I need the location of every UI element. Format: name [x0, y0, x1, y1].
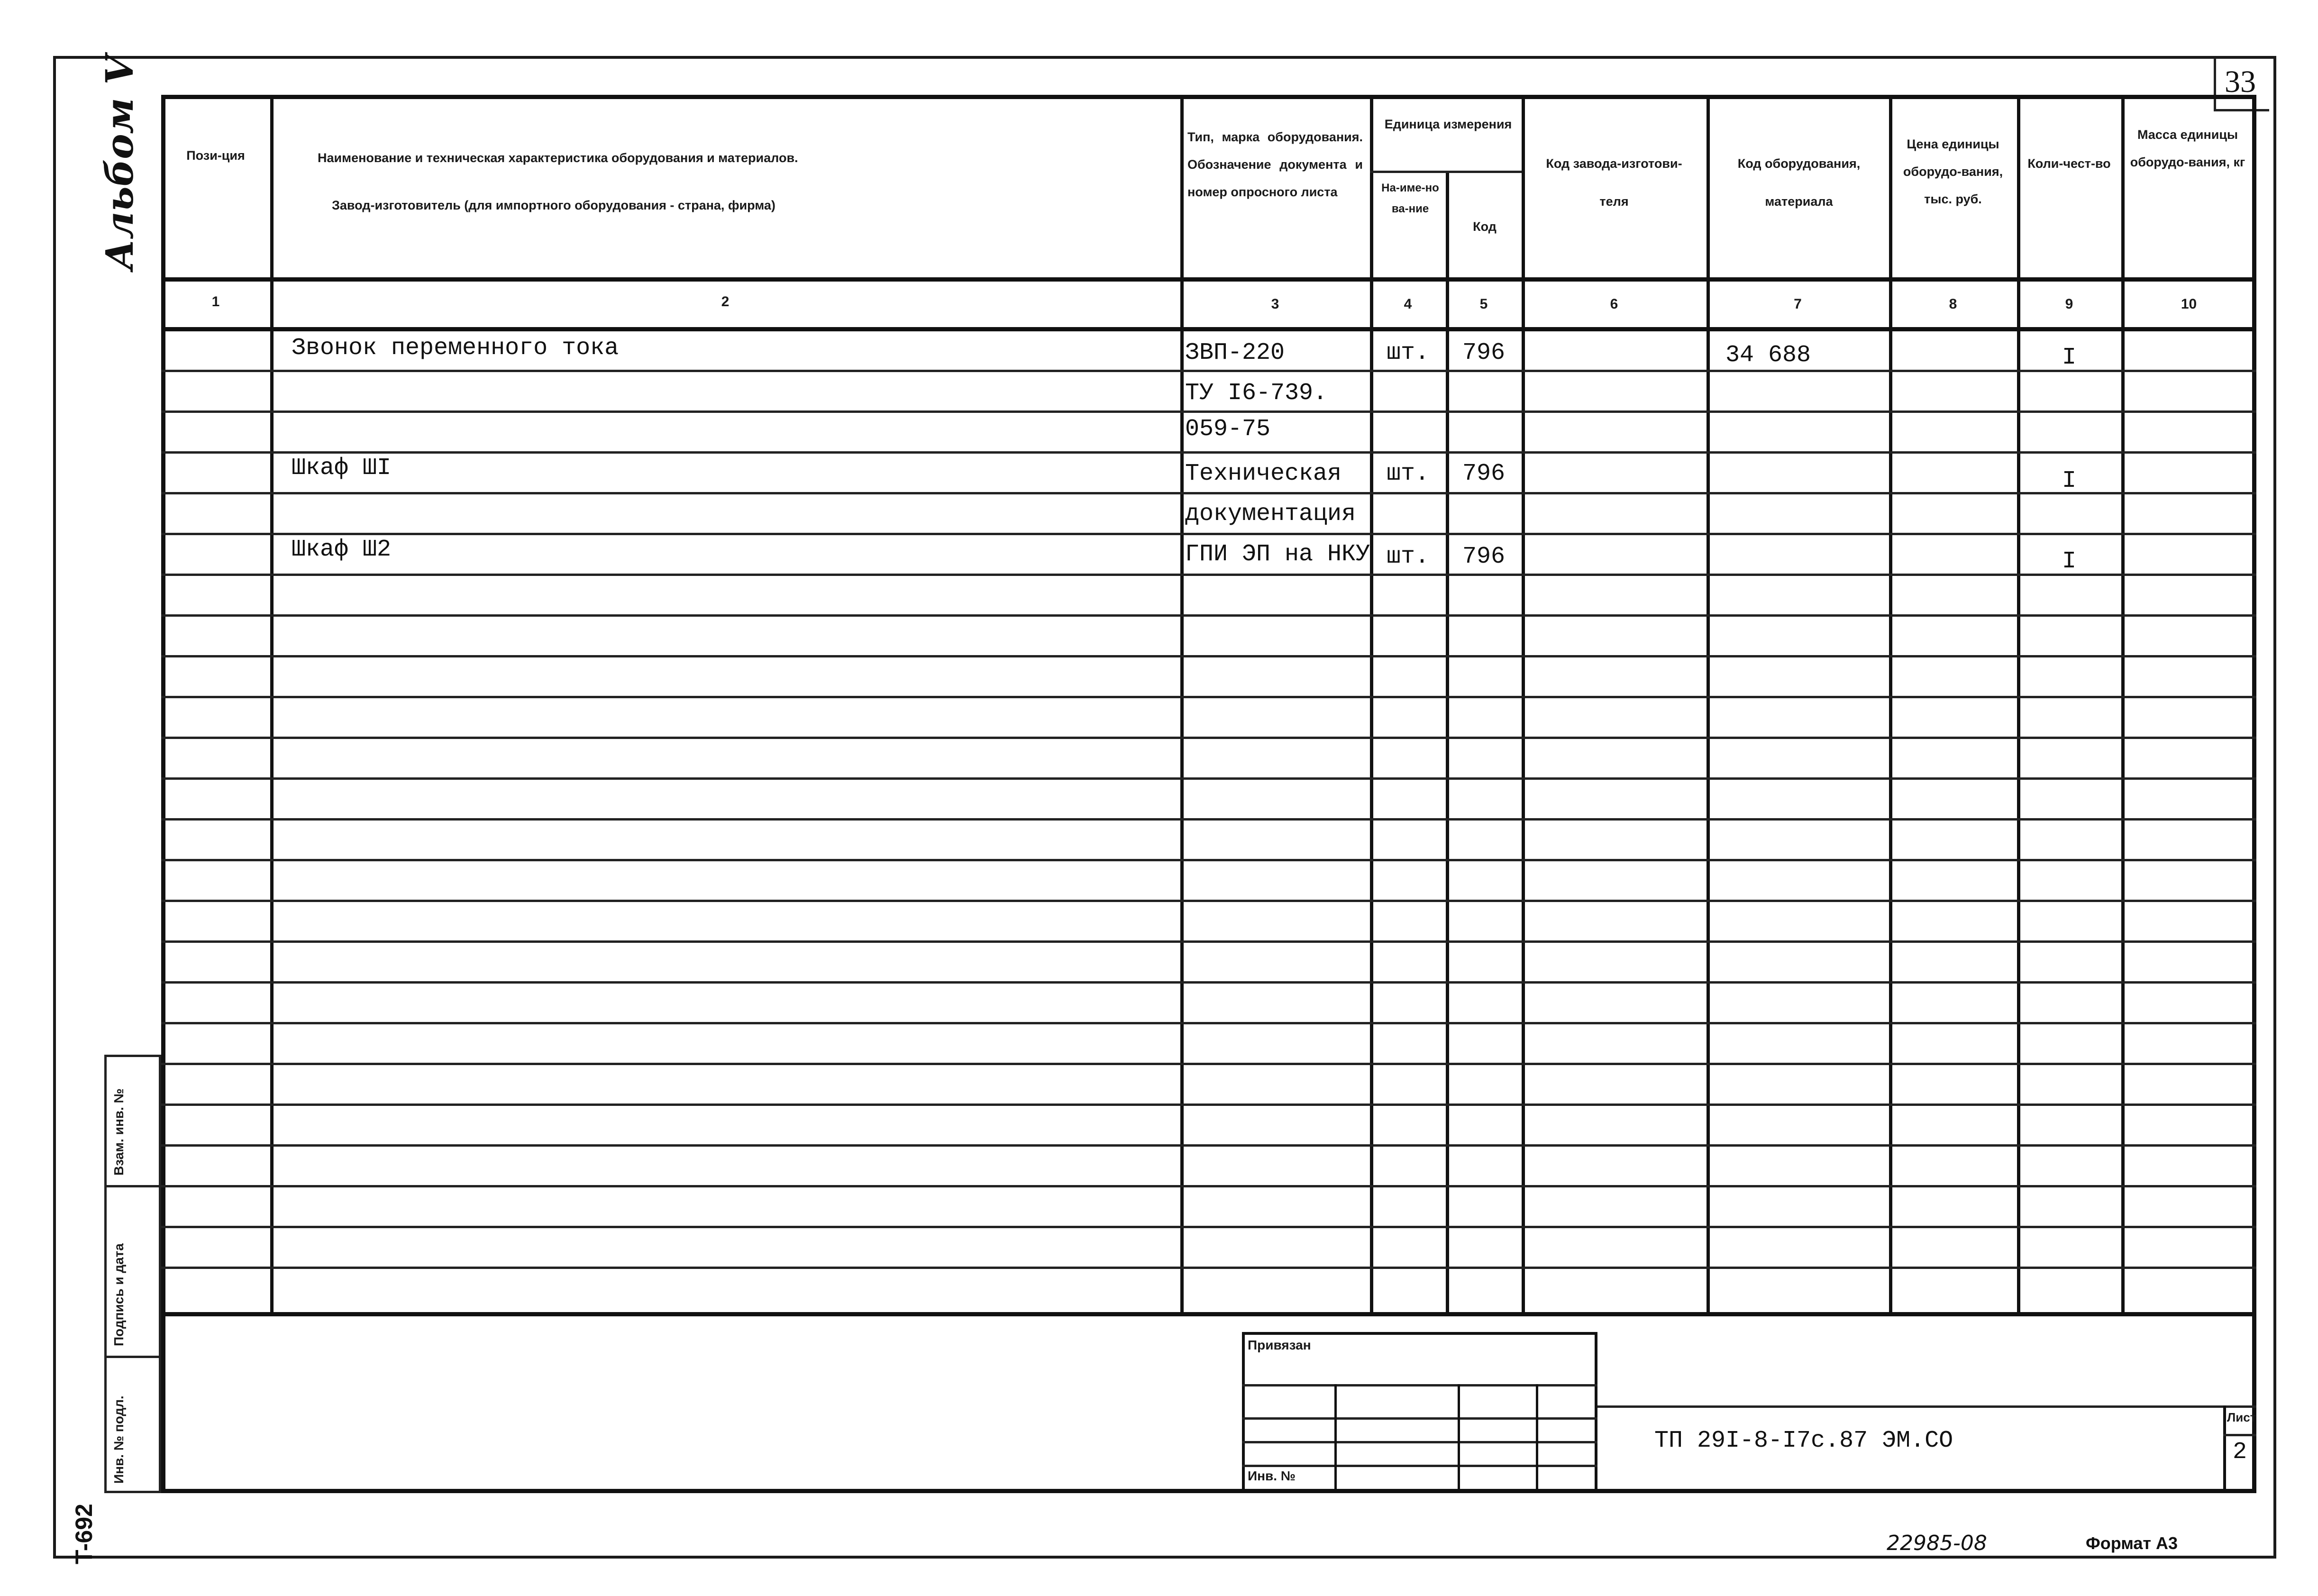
- table-row-line: [161, 1063, 2256, 1065]
- table-row-line: [161, 370, 2256, 372]
- side-strip-divider: [104, 1356, 161, 1358]
- page-number: 33: [2225, 64, 2256, 99]
- album-label: Альбом V: [97, 55, 142, 270]
- row-type: ЗВП-220: [1185, 339, 1285, 366]
- column-number: 8: [1949, 296, 1957, 312]
- column-number: 4: [1404, 296, 1412, 312]
- list-label: Лист: [2227, 1410, 2256, 1424]
- col-divider: [1446, 171, 1449, 1313]
- table-row-line: [161, 410, 2256, 413]
- row-unit: шт.: [1387, 460, 1430, 487]
- table-row-line: [161, 655, 2256, 657]
- row-qty: I: [2062, 344, 2077, 371]
- table-row-line: [161, 1226, 2256, 1228]
- header-unit-name: На-име-нова-ние: [1381, 182, 1439, 215]
- header-type: Тип, марка оборудования. Обозначение документа и номер опросного листа: [1187, 130, 1363, 199]
- side-strip-divider: [104, 1185, 161, 1187]
- inv-no-label: Инв. №: [1248, 1468, 1296, 1483]
- column-number: 7: [1794, 296, 1802, 312]
- row-code: 796: [1462, 543, 1506, 570]
- side-label-podpis: Подпись и дата: [111, 1243, 126, 1346]
- column-number: 2: [721, 294, 730, 310]
- table-row-line: [161, 859, 2256, 861]
- column-number: 10: [2181, 296, 2197, 312]
- col-divider: [1522, 95, 1525, 1313]
- table-row-line: [161, 451, 2256, 454]
- row-type: ТУ I6-739.: [1185, 380, 1328, 407]
- header-unit: Единица измерения: [1384, 117, 1512, 131]
- header-unit-code: Код: [1473, 219, 1497, 234]
- row-name: Шкаф Ш2: [292, 536, 392, 563]
- column-number-line: [161, 327, 2256, 331]
- privyazan-divider: [1334, 1384, 1337, 1493]
- table-row-line: [161, 533, 2256, 535]
- table-row-line: [161, 1267, 2256, 1269]
- header-equip-code: Код оборудования, материала: [1737, 156, 1861, 209]
- row-name: Звонок переменного тока: [292, 335, 619, 362]
- header-name-line1: Наименование и техническая характеристика оборудования и материалов.: [318, 151, 798, 165]
- table-row-line: [161, 1104, 2256, 1106]
- row-name: Шкаф ШI: [292, 455, 392, 482]
- unit-header-divider: [1370, 171, 1522, 173]
- table-row-line: [161, 818, 2256, 821]
- table-bottom-line: [161, 1312, 2256, 1316]
- table-row-line: [161, 900, 2256, 902]
- row-code: 796: [1462, 339, 1506, 366]
- privyazan-label: Привязан: [1248, 1338, 1311, 1352]
- header-bottom-line: [161, 277, 2256, 282]
- col-divider: [2017, 95, 2020, 1313]
- header-mass: Масса единицы оборудо-вания, кг: [2130, 128, 2245, 169]
- col-divider: [270, 95, 274, 1313]
- row-qty: I: [2062, 467, 2077, 494]
- format-label: Формат А3: [2086, 1533, 2178, 1553]
- header-price: Цена единицы оборудо-вания, тыс. руб.: [1903, 137, 2003, 206]
- row-type: ГПИ ЭП на НКУ: [1185, 541, 1370, 568]
- order-number: 22985-08: [1887, 1531, 1987, 1555]
- privyazan-line: [1242, 1465, 1597, 1467]
- column-number: 3: [1271, 296, 1279, 312]
- header-position: Пози-ция: [186, 148, 245, 163]
- table-row-line: [161, 696, 2256, 698]
- table-row-line: [161, 981, 2256, 984]
- table-row-line: [161, 574, 2256, 576]
- privyazan-line: [1242, 1441, 1597, 1443]
- row-type: Техническая: [1185, 460, 1342, 487]
- side-label-inv-podl: Инв. № подл.: [111, 1395, 126, 1484]
- catalog-number: T-692: [71, 1504, 97, 1564]
- col-divider: [1889, 95, 1892, 1313]
- privyazan-line: [1242, 1417, 1597, 1420]
- list-number: 2: [2232, 1439, 2247, 1466]
- col-divider: [1370, 95, 1373, 1313]
- table-row-line: [161, 614, 2256, 617]
- header-name-line2: Завод-изготовитель (для импортного оборудования - страна, фирма): [332, 198, 776, 212]
- table-row-line: [161, 737, 2256, 739]
- col-divider: [2121, 95, 2125, 1313]
- col-divider: [1707, 95, 1710, 1313]
- row-unit: шт.: [1387, 543, 1430, 570]
- document-code: ТП 29I-8-I7с.87 ЭМ.СО: [1654, 1427, 1953, 1454]
- col-divider: [1180, 95, 1184, 1313]
- row-equip-code: 34 688: [1725, 342, 1811, 369]
- header-factory-code: Код завода-изготови-теля: [1546, 156, 1682, 209]
- table-row-line: [161, 1022, 2256, 1024]
- header-qty: Коли-чест-во: [2027, 156, 2111, 171]
- row-code: 796: [1462, 460, 1506, 487]
- table-row-line: [161, 777, 2256, 780]
- privyazan-divider: [1536, 1384, 1538, 1493]
- table-row-line: [161, 492, 2256, 494]
- side-label-vzam: Взам. инв. №: [111, 1088, 126, 1176]
- stamp-top-line: [1597, 1405, 2256, 1408]
- privyazan-divider: [1458, 1384, 1460, 1493]
- table-row-line: [161, 1144, 2256, 1147]
- row-unit: шт.: [1387, 339, 1430, 366]
- column-number: 9: [2065, 296, 2073, 312]
- privyazan-line: [1242, 1384, 1597, 1386]
- row-type: 059-75: [1185, 416, 1271, 443]
- row-type: документация: [1185, 501, 1356, 528]
- sheet-number-divider: [2223, 1434, 2256, 1436]
- column-number: 5: [1479, 296, 1488, 312]
- row-qty: I: [2062, 548, 2077, 575]
- table-row-line: [161, 940, 2256, 943]
- table-row-line: [161, 1185, 2256, 1187]
- column-number: 1: [211, 294, 220, 310]
- column-number: 6: [1610, 296, 1618, 312]
